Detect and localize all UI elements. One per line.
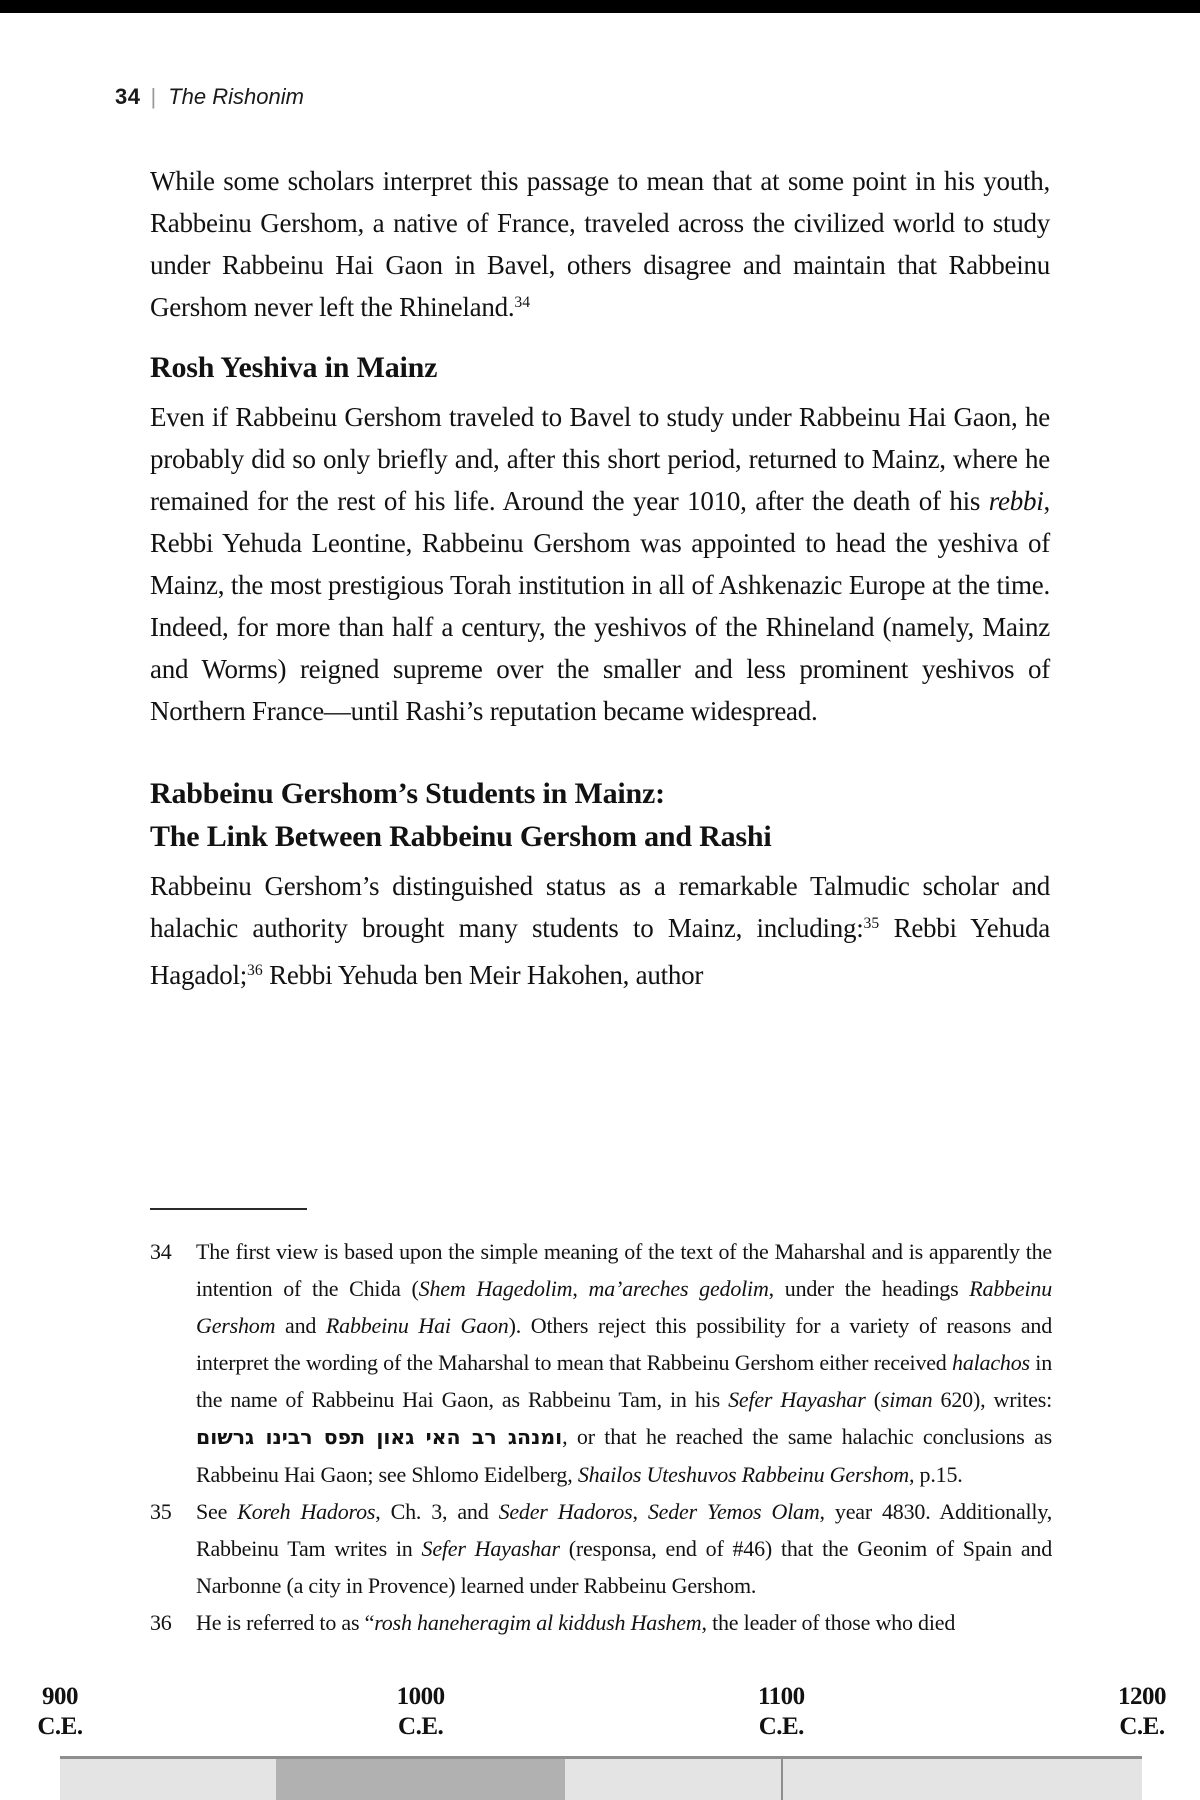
footnote-text: See Koreh Hadoros, Ch. 3, and Seder Hadoros, Seder Yemos Olam, year 4830. Additionally, Rabbeinu Tam writes in Sefer Hayashar (responsa, end of #46) that the Geonim of Spain and Narbonne (a city in Provence) learned under Rabbeinu Gershom. — [196, 1499, 1053, 1598]
footnote-number: 34 — [150, 1239, 172, 1264]
footnote-35 — [150, 1493, 1052, 1604]
tick-year: 1200 — [1118, 1683, 1166, 1710]
timeline-tick-1200 — [1118, 1682, 1166, 1742]
timeline-bar — [60, 1756, 1142, 1800]
page-number: 34 — [115, 84, 141, 109]
tick-year: 1100 — [758, 1683, 805, 1710]
footnotes — [150, 1233, 1052, 1641]
book-title: The Rishonim — [168, 84, 304, 109]
section-heading-rosh-yeshiva: Rosh Yeshiva in Mainz — [150, 351, 438, 384]
running-header — [115, 84, 304, 110]
tick-era: C.E. — [398, 1713, 444, 1740]
timeline-highlight-segment — [276, 1759, 565, 1800]
paragraph-text: Even if Rabbeinu Gershom traveled to Bavel to study under Rabbeinu Hai Gaon, he probably did so only briefly and, after this short period, returned to Mainz, where he remained for the rest of his life. Around the year 1010, after the death of his rebbi, Rebbi Yehuda Leontine, Rabbeinu Gershom was appointed to head the yeshiva of Mainz, the most prestigious Torah institution in all of Ashkenazic Europe at the time. Indeed, for more than half a century, the yeshivos of the Rhineland (namely, Mainz and Worms) reigned supreme over the smaller and less prominent yeshivos of Northern France—until Rashi’s reputation became widespread. — [150, 402, 1050, 726]
tick-era: C.E. — [37, 1713, 83, 1740]
section-students — [150, 772, 1050, 1001]
footnote-text: The first view is based upon the simple meaning of the text of the Maharshal and is apparently the intention of the Chida (Shem Hagedolim, ma’areches gedolim, under the headings Rabbeinu Gershom and Rabbeinu Hai Gaon). Others reject this possibility for a variety of reasons and interpret the wording of the Maharshal to mean that Rabbeinu Gershom either received halachos in the name of Rabbeinu Hai Gaon, as Rabbeinu Tam, in his Sefer Hayashar (siman 620), writes: ומנהג רב האי גאון תפס רבינו גרשום, or that he reached the same halachic conclusions as Rabbeinu Hai Gaon; see Shlomo Eidelberg, Shailos Uteshuvos Rabbeinu Gershom, p.15. — [196, 1239, 1053, 1487]
tick-year: 900 — [41, 1683, 78, 1710]
timeline-tick-900 — [37, 1682, 82, 1742]
timeline-divider-1100 — [781, 1759, 783, 1800]
tick-era: C.E. — [1119, 1713, 1165, 1740]
footnote-36 — [150, 1604, 1052, 1641]
header-separator: | — [150, 84, 157, 109]
paragraph-text: Rabbeinu Gershom’s distinguished status as a remarkable Talmudic scholar and halachic authority brought many students to Mainz, including:$^{35}$ Rebbi Yehuda Hagadol;$^{36}$ Rebbi Yehuda ben Meir Hakohen, author — [150, 871, 1050, 990]
section-heading-students — [150, 772, 1050, 858]
footnote-text: He is referred to as “rosh haneheragim al kiddush Hashem, the leader of those who died — [196, 1610, 956, 1635]
timeline-tick-1000 — [397, 1682, 445, 1742]
footnote-34 — [150, 1233, 1052, 1493]
footnote-number: 36 — [150, 1610, 172, 1635]
paragraph-intro — [150, 160, 1050, 333]
tick-era: C.E. — [758, 1713, 804, 1740]
footnote-separator-rule — [150, 1208, 307, 1210]
era-timeline — [37, 1682, 1166, 1800]
tick-year: 1000 — [396, 1683, 445, 1710]
footnote-number: 35 — [150, 1499, 172, 1524]
heading-line-1: Rabbeinu Gershom’s Students in Mainz: — [150, 777, 665, 810]
page-top-edge-strip — [0, 0, 1200, 13]
timeline-tick-1100 — [758, 1682, 805, 1742]
paragraph-text: While some scholars interpret this passage to mean that at some point in his youth, Rabbeinu Gershom, a native of France, traveled across the civilized world to study under Rabbeinu Hai Gaon in Bavel, others disagree and maintain that Rabbeinu Gershom never left the Rhineland.$^{34}$ — [150, 166, 1050, 322]
heading-line-2: The Link Between Rabbeinu Gershom and Rashi — [150, 820, 772, 853]
section-rosh-yeshiva — [150, 346, 1050, 732]
